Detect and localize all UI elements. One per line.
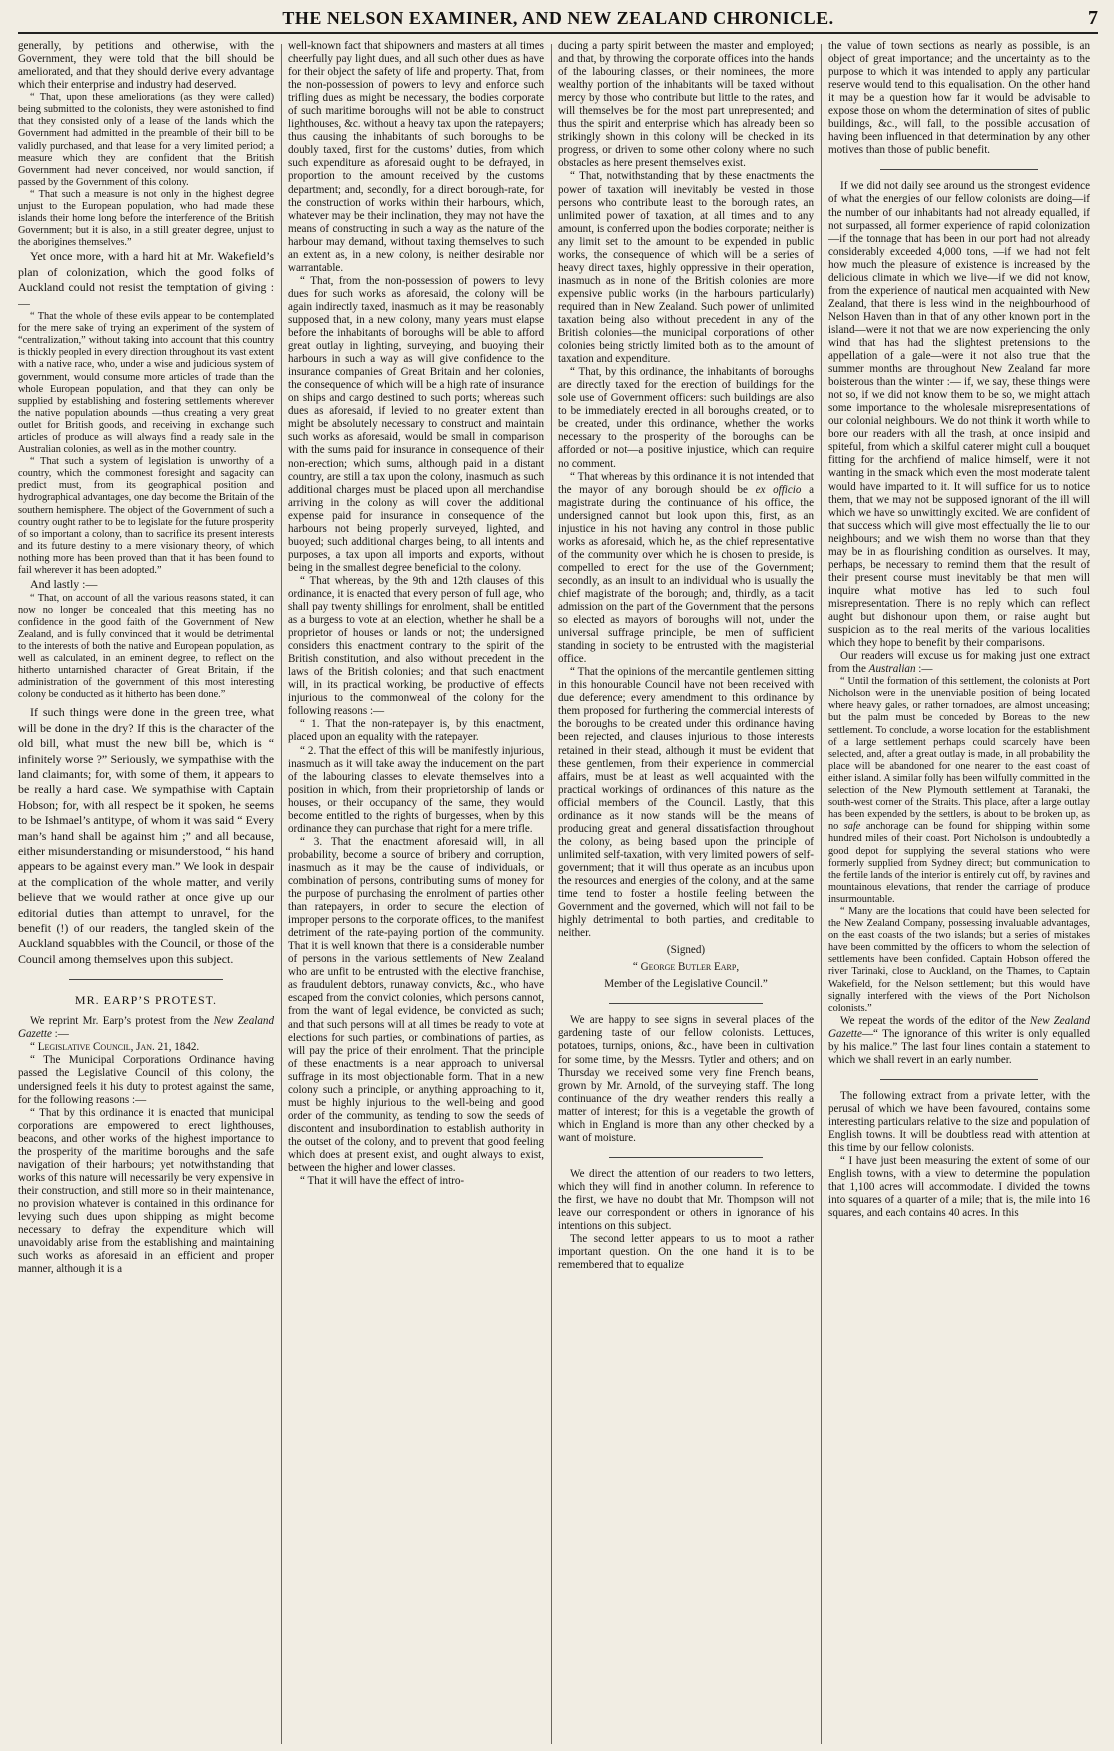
columns: [18, 40, 1098, 1744]
text: —“ The ignorance of this writer is only equalled by his malice.” The last four lines contain a statement to which we shall revert in an early number.: [828, 1027, 1090, 1066]
paragraph: “ That, from the non-possession of powers to levy dues for such works as aforesaid, the colony will be again indirectly taxed, inasmuch as it may be reasonably supposed that, in a new colony, many years must elapse before the inhabitants of boroughs will be able to afford great outlay in lighting, surveying, and buoying their harbours in such a way as will give confidence to the insurance companies of Great Britain and her colonies, the consequence of which will be a high rate of insurance on ships and cargo destined to such ports; whereas such dues as aforesaid, if levied to no greater extent than might be absolutely necessary to construct and maintain such works as aforesaid, would be small in comparison with the sums paid for insurance in consequence of their non-erection; which sums, although paid in a distant country, are still a tax upon the colony, inasmuch as such additional charges must be placed upon all merchandise arriving in the colony as will cover the additional expense paid for insurance in consequence of the harbours not being properly surveyed, lighted, and buoyed; such additional charges being, to all intents and purposes, a tax upon all imports and exports, without being in the smallest degree beneficial to the colony.: [288, 274, 544, 574]
paragraph: the value of town sections as nearly as possible, is an object of great importance; and the uncertainty as to the purpose to which it was intended to apply any particular reserve would tend to this equalisation. On the other hand it may be a question how far it would be advisable to expose those on whom the determination of sites of public buildings, &c., will fall, to the possible accusation of having been influenced in that determination by any other motives than those of public benefit.: [828, 40, 1090, 157]
paragraph: “ Many are the locations that could have been selected for the New Zealand Company, possessing invaluable advantages, on the east coasts of the two islands; but a series of mistakes have been committed by the officers to whom the selection of settlements have been confided. Captain Hobson offered the river Tarinaki, close to Auckland, on the Thames, to Captain Wakefield, for the Nelson settlement; but this would have signally interfered with the views of the Port Nicholson colonists.”: [828, 905, 1090, 1014]
paragraph: generally, by petitions and otherwise, with the Government, they were told that the bill should be ameliorated, and that they should derive every advantage which their enterprise and industry had deserved.: [18, 40, 274, 92]
page-number: 7: [1088, 7, 1098, 29]
column-3: [558, 40, 814, 1744]
paragraph: “ That the opinions of the mercantile gentlemen sitting in this honourable Council have not been received with due deference; every amendment to this ordinance by them proposed for furthering the commercial interests of the boroughs to be created under this ordinance having been rejected, and clauses injurious to those interests retained in their stead, although it must be evident that these gentlemen, from their experience in commercial affairs, must be at least as well acquainted with the practical workings of ordinances of this nature as the official members of the Council. Lastly, that this ordinance as it now stands will be the means of producing great and general dissatisfaction throughout the colony, as being based upon the principle of unlimited self-taxation, with very limited powers of self-government; that it will thus operate as an incubus upon the resources and energies of the colony, and at the same time tend to foster a hostile feeling between the Government and the governed, which will not fail to be highly detrimental to both parties, and creditable to neither.: [558, 666, 814, 940]
paragraph: [558, 471, 814, 667]
masthead-title: THE NELSON EXAMINER, AND NEW ZEALAND CHRONICLE.: [282, 8, 834, 28]
paragraph: “ That by this ordinance it is enacted that municipal corporations are empowered to erect lighthouses, beacons, and other works of the highest importance to the prosperity of the maritime boroughs and the safe navigation of their harbours; yet notwithstanding that works of this nature will necessarily be very expensive in their construction, and still more so in their maintenance, no provision whatever is contained in this ordinance for levying such dues upon shipping as might become necessary to defray the expenditure which will unavoidably arise from the establishing and maintaining such works as aforesaid in an efficient and proper manner, although it is a: [18, 1106, 274, 1276]
paragraph: well-known fact that shipowners and masters at all times cheerfully pay light dues, and all such other dues as have for their object the safety of life and property. That, from the non-possession of powers to levy and enforce such trifling dues as might be necessary, the bodies corporate of such maritime boroughs will not be able to construct lighthouses, &c. without a heavy tax upon the ratepayers; thus causing the inhabitants of such boroughs to be doubly taxed, first for the customs’ duties, from which such expenditure as aforesaid ought to be defrayed, in proportion to the amount received by the customs department; and, secondly, for a direct borough-rate, for the construction of works within their harbours, which, whatever may be their inclination, they may not have the means of constructing in such a way as the nature of the harbour may demand, without taxing themselves to such an extent as, in a new colony, is neither desirable nor warrantable.: [288, 40, 544, 274]
paragraph: “ That, notwithstanding that by these enactments the power of taxation will inevitably be vested in those persons who contribute least to the borough rates, an unlimited power of taxation, at all times and to any amount, is conferred upon the bodies corporate; neither is any limit set to the amount to be expended in public works, the consequence of which will be a series of heavy direct taxes, highly oppressive in their operation, inasmuch as in none of the British colonies are more expensive public works (in the harbours particularly) required than in New Zealand. Such power of unlimited taxation being also without precedent in any of the British colonies—the municipal corporations of other colonies being strictly limited both as to the amount of taxation and expenditure.: [558, 170, 814, 366]
text: anchorage can be found for shipping within some hundred miles of their coast. Port Nicholson is undoubtedly a good depot for supplying the several stations who were formerly supplied from Sydney direct; but communication to the fertile lands of the interior is entirely cut off, by ravines and mountainous elevations, that render the carriage of produce insurmountable.: [828, 821, 1090, 905]
paragraph: “ The Municipal Corporations Ordinance having passed the Legislative Council of this colony, the undersigned feels it his duty to protest against the same, for the following reasons :—: [18, 1054, 274, 1106]
italic-text: ex officio: [755, 483, 802, 496]
text: :—: [51, 1028, 69, 1041]
column-4: [828, 40, 1090, 1744]
paragraph: The following extract from a private letter, with the perusal of which we have been favoured, contains some interesting particulars relative to the size and population of English towns. It will be doubtless read with attention at this time by our fellow colonists.: [828, 1090, 1090, 1155]
paragraph: [828, 1015, 1090, 1067]
paragraph: “ That, upon these ameliorations (as they were called) being submitted to the colonists, they were astonished to find that they consisted only of a lease of the lands which the Government had admitted in the preamble of their bill to be validly purchased, and that lease for a very limited period; a measure which they are confident that the British Government had never conceived, nor would sanction, if passed by the Government of this colony.: [18, 92, 274, 188]
paragraph: “ That such a system of legislation is unworthy of a country, which the commonest foresight and sagacity can predict must, from its geographical position and hydrographical advantages, one day become the Britain of the southern hemisphere. The object of the Government of such a country ought rather to be to legislate for the future prosperity of so important a colony, than to sacrifice its present interests and its future destiny to a mere visionary theory, of which nothing more has been proved than that it has been found to fail wherever it has been adopted.”: [18, 456, 274, 576]
paragraph: ducing a party spirit between the master and employed; and that, by throwing the corporate offices into the hands of the labouring classes, or their nominees, the more wealthy portion of the inhabitants will be taxed without mercy by those who contribute but little to the rates, and will themselves be for the most part unrepresented; and thus the spirit and enterprise which has already been so strikingly shown in this colony will be checked in its progress, or driven to some other colony where no such obstacles as here present themselves exist.: [558, 40, 814, 170]
separator: [609, 1157, 763, 1158]
paragraph: And lastly :—: [30, 577, 98, 592]
paragraph: If we did not daily see around us the strongest evidence of what the energies of our fellow colonists are doing—if the number of our inhabitants had not already equalled, if not surpassed, all former experience of rapid colonization—if the tonnage that has been in our port had not already considerably exceeded 4,000 tons, —if we had not felt how much the pleasure of existence is increased by the delicious climate in which we live—if we did not know, from the experience of nautical men acquainted with New Zealand, that there is less wind in the neighbourhood of Nelson Haven than in that of any other known port in the island—were it not that we are now experiencing the only wind that has had the slightest pretensions to the appellation of a gale—were it not also true that the summer months are throughout New Zealand far more boisterous than the winter :— if, we say, these things were not so, if we did not know them to be so, we might attach some importance to the wholesale misrepresentations of our colonial neighbours. We do not think it worth while to bore our readers with all the trash, at once insipid and spiteful, from which a skilful caterer might cull a bouquet fitting for the archfiend of malice himself, were it not wanting in the smack which even the most moderate talent would have imparted to it. It will suffice for us to notice them, that we may not be supposed ignorant of the ill will which we have so unwittingly excited. We are confident of that success which will give most effectually the lie to our neighbours; and we wish them no worse than that they may be in as flourishing condition as ourselves. It may, perhaps, be necessary to remind them that the result of their present course must inevitably be that men will inquire what motive has led to such foul misrepresentation. There is no reply which can reflect aught but dishonour upon them, or raise aught but suspicion as to the real merits of the various localities which they hope to benefit by their comparisons.: [828, 180, 1090, 650]
paragraph: “ 1. That the non-ratepayer is, by this enactment, placed upon an equality with the ratepayer.: [288, 718, 544, 744]
column-2: [288, 40, 544, 1744]
signature-name: “ George Butler Earp,: [632, 961, 740, 974]
paragraph: [18, 1015, 274, 1041]
masthead: [18, 6, 1098, 34]
italic-text: New Zealand Gazette: [828, 1014, 1090, 1040]
signature-title: Member of the Legislative Council.”: [604, 978, 768, 991]
text: We reprint Mr. Earp’s protest from the: [30, 1015, 214, 1028]
signed-label: (Signed): [666, 944, 706, 957]
paragraph: The second letter appears to us to moot a rather important question. On the one hand it is to be remembered that to equalize: [558, 1233, 814, 1272]
paragraph: “ That, on account of all the various reasons stated, it can now no longer be concealed that this meeting has no confidence in the good faith of the Government of New Zealand, and is fully convinced that it would be detrimental to the interests of both the native and European population, as well as calculated, in an eminent degree, to reflect on the hitherto untarnished character of Great Britain, if the administration of the government of this most interesting colony be conducted as it hitherto has been done.”: [18, 592, 274, 701]
paragraph: Yet once more, with a hard hit at Mr. Wakefield’s plan of colonization, which the good folks of Auckland could not resist the temptation of giving :—: [18, 249, 274, 310]
separator: [69, 979, 223, 980]
text: We repeat the words of the editor of the: [840, 1014, 1030, 1027]
paragraph: “ That it will have the effect of intro-: [300, 1175, 465, 1188]
separator: [880, 1079, 1037, 1080]
paragraph: “ That such a measure is not only in the highest degree unjust to the European population, who had made these islands their home long before the interference of the British Government; but it is also, in a still greater degree, unjust to the aborigines themselves.”: [18, 188, 274, 249]
section-heading: MR. EARP’S PROTEST.: [74, 993, 218, 1008]
italic-text: safe: [843, 821, 861, 833]
text: “ Until the formation of this settlement, the colonists at Port Nicholson were in the unenviable position of being located where heavy gales, or rather tornadoes, are almost unceasing; but the palm must be conceded by Boreas to the new settlement. To conclude, a worse location for the establishment of a large settlement perhaps could scarcely have been selected, and, after a great outlay is made, in all probability the place will be abandoned for one nearer to the east coast of either island. A similar folly has been wilfully committed in the selection of the New Plymouth settlement at Taranaki, the south-west corner of the Straits. This place, after a large outlay has been expended by the settlers, is about to be broken up, as no: [828, 676, 1090, 833]
paragraph: “ 3. That the enactment aforesaid will, in all probability, become a source of bribery and corruption, inasmuch as it may be the cause of individuals, or combination of persons, contributing sums of money for the purpose of purchasing the enrolment of parties other than ratepayers, in order to secure the election of improper persons to the corporate offices, to the manifest detriment of the rate-paying portion of the community. That it is well known that there is a considerable number of persons in the various settlements of New Zealand who are unfit to be entrusted with the elective franchise, as fraudulent debtors, runaway convicts, &c., who have escaped from the convict colonies, which persons cannot, from the want of legal evidence, be convicted as such; and that such persons will at all times be ready to vote at elections for such parties, or combinations of parties, as will pay the price of their enrolment. That the principle of these enactments is a near approach to universal suffrage in its most objectionable form. That in a new colony such a principle, or anything approaching to it, must be highly injurious to the well-being and good order of the community, as tending to sow the seeds of discontent and insubordination to establish authority in the outset of the colony, and to prevent that good feeling which does at present exist, and ought always to exist, between the higher and lower classes.: [288, 835, 544, 1175]
paragraph: [828, 676, 1090, 906]
separator: [880, 169, 1037, 170]
separator: [609, 1003, 763, 1004]
text: a magistrate during the continuance of his office, the undersigned cannot but look upon this, first, as an injustice in his not having any control in those public works as aforesaid, which he, as the chief representative of the community over which he is chosen to preside, is compelled to erect for the use of the Government; secondly, as an insult to an individual who is usually the chief magistrate of the borough; and, thirdly, as a tacit admission on the part of the Government that the persons so elected as mayors of boroughs will not, under the universal suffrage principle, be men of sufficient standing in society to be entrusted with the magisterial office.: [558, 483, 814, 666]
paragraph: “ 2. That the effect of this will be manifestly injurious, inasmuch as it will take away the inducement on the part of the labouring classes to elevate themselves into a position in which, from their proprietorship of lands or houses, or their occupancy of the same, they would become entitled to the rights of burgesses, when by this ordinance they can purchase that right for a mere trifle.: [288, 744, 544, 835]
dateline: “ Legislative Council, Jan. 21, 1842.: [30, 1041, 200, 1054]
paragraph: “ That, by this ordinance, the inhabitants of boroughs are directly taxed for the erection of buildings for the sole use of Government officers: such buildings are also to be immediately erected in all boroughs created, or to be created, under this ordinance, whether the works necessary to the prosperity of the boroughs can be afforded or not—a positive injustice, which can require no comment.: [558, 366, 814, 470]
text: Our readers will excuse us for making just one extract from the: [828, 650, 1090, 676]
paragraph: “ I have just been measuring the extent of some of our English towns, with a view to determine the population that 1,100 acres will accommodate. I divided the towns into squares of a quarter of a mile; that is, the mile into 16 squares, and each contains 40 acres. In this: [828, 1155, 1090, 1220]
paragraph: “ That the whole of these evils appear to be contemplated for the mere sake of trying an experiment of the system of “centralization,” without taking into account that this country is thickly peopled in every direction throughout its vast extent with a native race, who, under a wise and judicious system of government, would consume more articles of trade than the whole European population, and that they can only be supplied by establishing and fostering settlements wherever the native population abounds —thus creating a very great outlet for British goods, and receiving in exchange such articles of produce as will always find a ready sale in the Australian colonies, as well as in the mother country.: [18, 311, 274, 456]
text: :—: [915, 663, 933, 676]
paragraph: [828, 650, 1090, 676]
paragraph: If such things were done in the green tree, what will be done in the dry? If this is the character of the old bill, what must the new bill be, which is “ infinitely worse ?” Seriously, we sympathise with the land claimants; for, with some of them, it appears to be really a hard case. We sympathise with Captain Hobson; for, with all respect be it spoken, he seems to be Ishmael’s antitype, of whom it was said “ Every man’s hand shall be against him ;” and all because, either misunderstanding or misunderstood, “ his hand appears to be against every man.” We look in despair at the complication of the whole matter, and verily believe that we would rather at once give up our editorial duties than attempt to unravel, for the benefit (!) of our readers, the tangled skein of the Auckland squabbles with the Council, or those of the Council among themselves upon this subject.: [18, 705, 274, 966]
italic-text: Australian: [868, 663, 916, 676]
paragraph: We direct the attention of our readers to two letters, which they will find in another column. In reference to the first, we have no doubt that Mr. Thompson will not leave our correspondent or others in ignorance of his intentions on this subject.: [558, 1167, 814, 1233]
text: “ That whereas by this ordinance it is not intended that the mayor of any borough should be: [558, 470, 814, 496]
paragraph: We are happy to see signs in several places of the gardening taste of our fellow colonists. Lettuces, potatoes, turnips, onions, &c., have been in cultivation for some time, by the Messrs. Tytler and others; and on Thursday we received some very fine French beans, grown by Mr. Arnold, of the surveying staff. The long continuance of the dry weather renders this really a matter of interest; for this is a vegetable the growth of which in England is more than any other checked by a want of moisture.: [558, 1014, 814, 1144]
italic-text: New Zealand Gazette: [18, 1015, 274, 1041]
paragraph: “ That whereas, by the 9th and 12th clauses of this ordinance, it is enacted that every person of full age, who shall pay twenty shillings for enrolment, shall be entitled as a burgess to vote at an election, whether he shall be a proprietor of houses or lands or not; the undersigned considers this enactment contrary to the spirit of the British constitution, and also without precedent in the laws of the British colonies; and that such enactment will, in its practical working, be productive of effects injurious to the commonweal of the colony for the following reasons :—: [288, 574, 544, 718]
column-1: [18, 40, 274, 1744]
